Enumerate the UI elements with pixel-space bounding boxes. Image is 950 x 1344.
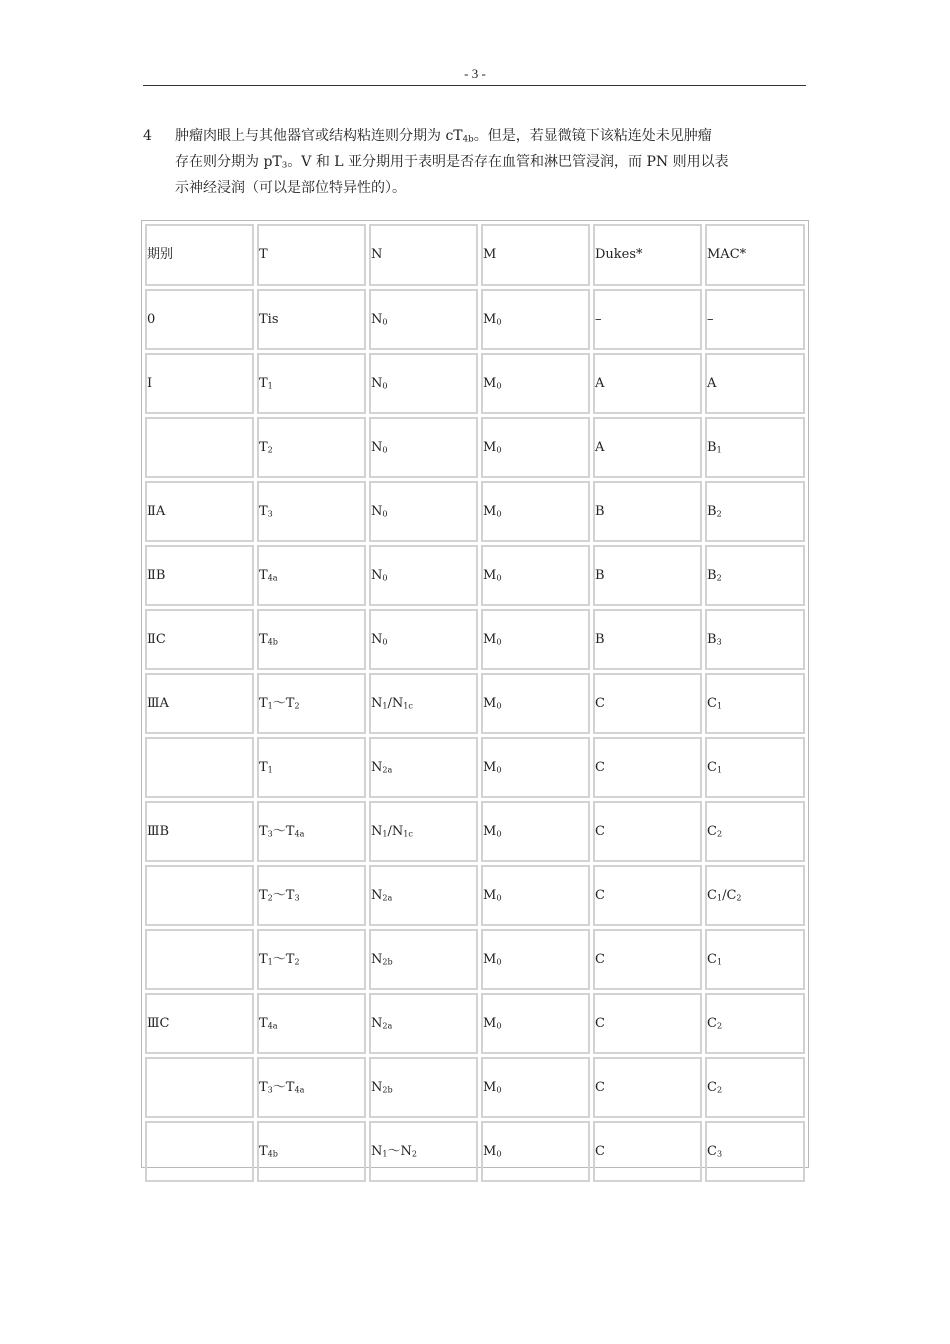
n-cell — [369, 929, 478, 990]
dukes-value: C — [595, 1143, 605, 1159]
stage-cell — [145, 1121, 254, 1182]
mac-cell — [705, 353, 805, 414]
stage-cell — [145, 481, 254, 542]
n-value: $N_{2b}$ — [371, 951, 393, 967]
mac-value: $B_2$ — [707, 567, 722, 583]
t-cell — [257, 481, 366, 542]
dukes-value: C — [595, 887, 605, 903]
table-row — [145, 737, 805, 798]
dukes-cell — [593, 289, 702, 350]
mac-value: $B_3$ — [707, 631, 722, 647]
dukes-cell — [593, 545, 702, 606]
dukes-value: B — [595, 503, 605, 519]
m-value: $M_0$ — [483, 503, 502, 519]
header-cell-stage — [145, 224, 254, 286]
n-cell — [369, 1057, 478, 1118]
mac-cell — [705, 1057, 805, 1118]
dukes-cell — [593, 929, 702, 990]
t-value: $T_2$ — [259, 439, 273, 455]
n-value: $N_0$ — [371, 311, 388, 327]
stage-cell — [145, 737, 254, 798]
stage-cell — [145, 1057, 254, 1118]
stage-value: ⅡA — [147, 503, 166, 519]
dukes-cell — [593, 801, 702, 862]
mac-cell — [705, 801, 805, 862]
n-cell — [369, 801, 478, 862]
footnote-line-1: 肿瘤肉眼上与其他器官或结构粘连则分期为 $cT_{4b}$。但是，若显微镜下该粘连处未见肿瘤 — [175, 128, 712, 145]
n-value: $N_{2b}$ — [371, 1079, 393, 1095]
m-value: $M_0$ — [483, 887, 502, 903]
header-label: MAC* — [707, 247, 747, 262]
dukes-value: – — [595, 311, 602, 327]
m-cell — [481, 545, 590, 606]
dukes-cell — [593, 353, 702, 414]
n-value: $N_0$ — [371, 503, 388, 519]
mac-cell — [705, 609, 805, 670]
m-cell — [481, 609, 590, 670]
table-row — [145, 609, 805, 670]
mac-value: $C_2$ — [707, 823, 723, 839]
n-value: $N_0$ — [371, 439, 388, 455]
header-cell-mac — [705, 224, 805, 286]
mac-value: $C_1/C_2$ — [707, 887, 742, 903]
t-value: $T_1$ — [259, 759, 273, 775]
mac-value: $C_3$ — [707, 1143, 723, 1159]
table-row — [145, 929, 805, 990]
mac-value: $C_1$ — [707, 759, 723, 775]
table-header-row — [145, 224, 805, 286]
t-value: $T_{4b}$ — [259, 1143, 278, 1159]
dukes-cell — [593, 865, 702, 926]
table-row — [145, 673, 805, 734]
n-cell — [369, 609, 478, 670]
t-value: $T_3\sim T_{4a}$ — [259, 1079, 305, 1095]
n-cell — [369, 545, 478, 606]
mac-cell — [705, 545, 805, 606]
n-value: $N_{2a}$ — [371, 759, 393, 775]
table-row — [145, 545, 805, 606]
stage-cell — [145, 929, 254, 990]
staging-table-frame — [141, 220, 809, 1168]
dukes-cell — [593, 1121, 702, 1182]
stage-cell — [145, 801, 254, 862]
stage-cell — [145, 609, 254, 670]
dukes-cell — [593, 1057, 702, 1118]
header-label: 期别 — [147, 247, 174, 262]
dukes-value: C — [595, 695, 605, 711]
n-cell — [369, 993, 478, 1054]
mac-cell — [705, 993, 805, 1054]
m-cell — [481, 353, 590, 414]
header-label: M — [483, 247, 497, 262]
table-row — [145, 1057, 805, 1118]
mac-value: $C_2$ — [707, 1015, 723, 1031]
n-cell — [369, 737, 478, 798]
m-cell — [481, 865, 590, 926]
m-value: $M_0$ — [483, 631, 502, 647]
m-cell — [481, 929, 590, 990]
t-value: $T_3\sim T_{4a}$ — [259, 823, 305, 839]
stage-cell — [145, 289, 254, 350]
stage-value: Ⅰ — [147, 375, 153, 391]
m-cell — [481, 801, 590, 862]
t-value: $T_2\sim T_3$ — [259, 887, 300, 903]
mac-cell — [705, 929, 805, 990]
m-value: $M_0$ — [483, 759, 502, 775]
n-cell — [369, 289, 478, 350]
header-cell-t — [257, 224, 366, 286]
header-cell-n — [369, 224, 478, 286]
n-value: $N_0$ — [371, 631, 388, 647]
stage-cell — [145, 353, 254, 414]
mac-value: A — [707, 375, 717, 391]
t-cell — [257, 737, 366, 798]
m-value: $M_0$ — [483, 695, 502, 711]
t-cell — [257, 545, 366, 606]
stage-value: ⅡC — [147, 631, 166, 647]
stage-value: ⅢA — [147, 695, 169, 711]
mac-value: $B_1$ — [707, 439, 722, 455]
stage-value: ⅡB — [147, 567, 166, 583]
t-value: $T_{4a}$ — [259, 567, 278, 583]
table-row — [145, 353, 805, 414]
t-cell — [257, 929, 366, 990]
m-value: $M_0$ — [483, 1015, 502, 1031]
n-value: $N_0$ — [371, 567, 388, 583]
t-cell — [257, 289, 366, 350]
header-cell-m — [481, 224, 590, 286]
mac-cell — [705, 673, 805, 734]
t-cell — [257, 417, 366, 478]
dukes-value: C — [595, 1079, 605, 1095]
stage-value: ⅢB — [147, 823, 170, 839]
m-value: $M_0$ — [483, 567, 502, 583]
n-value: $N_1/N_{1c}$ — [371, 695, 413, 711]
dukes-cell — [593, 417, 702, 478]
t-value: $T_1\sim T_2$ — [259, 951, 300, 967]
header-label: N — [371, 247, 383, 262]
t-cell — [257, 673, 366, 734]
n-cell — [369, 481, 478, 542]
m-cell — [481, 481, 590, 542]
table-row — [145, 417, 805, 478]
dukes-value: C — [595, 951, 605, 967]
t-cell — [257, 1121, 366, 1182]
dukes-value: A — [595, 375, 605, 391]
dukes-cell — [593, 609, 702, 670]
footnote-number: 4 — [143, 128, 152, 144]
header-rule — [143, 85, 806, 86]
header-label: Dukes* — [595, 247, 643, 262]
dukes-value: C — [595, 1015, 605, 1031]
n-cell — [369, 1121, 478, 1182]
n-value: $N_0$ — [371, 375, 388, 391]
table-row — [145, 1121, 805, 1182]
stage-cell — [145, 673, 254, 734]
m-cell — [481, 1121, 590, 1182]
t-value: $T_{4a}$ — [259, 1015, 278, 1031]
dukes-cell — [593, 673, 702, 734]
stage-cell — [145, 417, 254, 478]
mac-cell — [705, 289, 805, 350]
m-value: $M_0$ — [483, 439, 502, 455]
dukes-value: C — [595, 759, 605, 775]
footnote-body — [175, 123, 808, 201]
header-cell-dukes — [593, 224, 702, 286]
stage-cell — [145, 865, 254, 926]
t-value: $T_1\sim T_2$ — [259, 695, 300, 711]
mac-cell — [705, 865, 805, 926]
m-cell — [481, 737, 590, 798]
mac-value: $C_1$ — [707, 695, 723, 711]
t-cell — [257, 1057, 366, 1118]
m-cell — [481, 289, 590, 350]
mac-value: $B_2$ — [707, 503, 722, 519]
stage-cell — [145, 545, 254, 606]
mac-value: $C_1$ — [707, 951, 723, 967]
mac-value: – — [707, 311, 714, 327]
dukes-value: C — [595, 823, 605, 839]
stage-value: 0 — [147, 311, 156, 327]
footnote-line-3: 示神经浸润（可以是部位特异性的）。 — [175, 180, 406, 196]
footnote-paragraph — [143, 123, 808, 201]
m-cell — [481, 1057, 590, 1118]
t-value: Tis — [259, 311, 279, 327]
t-cell — [257, 353, 366, 414]
t-cell — [257, 609, 366, 670]
table-row — [145, 801, 805, 862]
t-cell — [257, 801, 366, 862]
n-cell — [369, 673, 478, 734]
m-cell — [481, 417, 590, 478]
m-cell — [481, 673, 590, 734]
m-value: $M_0$ — [483, 823, 502, 839]
mac-value: $C_2$ — [707, 1079, 723, 1095]
mac-cell — [705, 417, 805, 478]
header-label: T — [259, 247, 268, 262]
footnote-line-2: 存在则分期为 $pT_3$。V 和 L 亚分期用于表明是否存在血管和淋巴管浸润，而 PN 则用以表 — [175, 154, 729, 171]
table-row — [145, 481, 805, 542]
n-cell — [369, 417, 478, 478]
table-row — [145, 993, 805, 1054]
mac-cell — [705, 737, 805, 798]
page-number: - 3 - — [464, 66, 486, 81]
m-cell — [481, 993, 590, 1054]
n-value: $N_{2a}$ — [371, 1015, 393, 1031]
table-row — [145, 289, 805, 350]
dukes-cell — [593, 993, 702, 1054]
n-cell — [369, 353, 478, 414]
t-value: $T_{4b}$ — [259, 631, 278, 647]
staging-table — [142, 221, 808, 1185]
t-cell — [257, 865, 366, 926]
m-value: $M_0$ — [483, 375, 502, 391]
stage-cell — [145, 993, 254, 1054]
dukes-cell — [593, 737, 702, 798]
n-value: $N_{2a}$ — [371, 887, 393, 903]
stage-value: ⅢC — [147, 1015, 170, 1031]
m-value: $M_0$ — [483, 1079, 502, 1095]
dukes-value: B — [595, 631, 605, 647]
mac-cell — [705, 481, 805, 542]
t-value: $T_3$ — [259, 503, 273, 519]
dukes-cell — [593, 481, 702, 542]
table-row — [145, 865, 805, 926]
dukes-value: A — [595, 439, 605, 455]
n-value: $N_1\sim N_2$ — [371, 1143, 418, 1159]
n-value: $N_1/N_{1c}$ — [371, 823, 413, 839]
dukes-value: B — [595, 567, 605, 583]
n-cell — [369, 865, 478, 926]
t-value: $T_1$ — [259, 375, 273, 391]
m-value: $M_0$ — [483, 311, 502, 327]
mac-cell — [705, 1121, 805, 1182]
m-value: $M_0$ — [483, 951, 502, 967]
m-value: $M_0$ — [483, 1143, 502, 1159]
t-cell — [257, 993, 366, 1054]
